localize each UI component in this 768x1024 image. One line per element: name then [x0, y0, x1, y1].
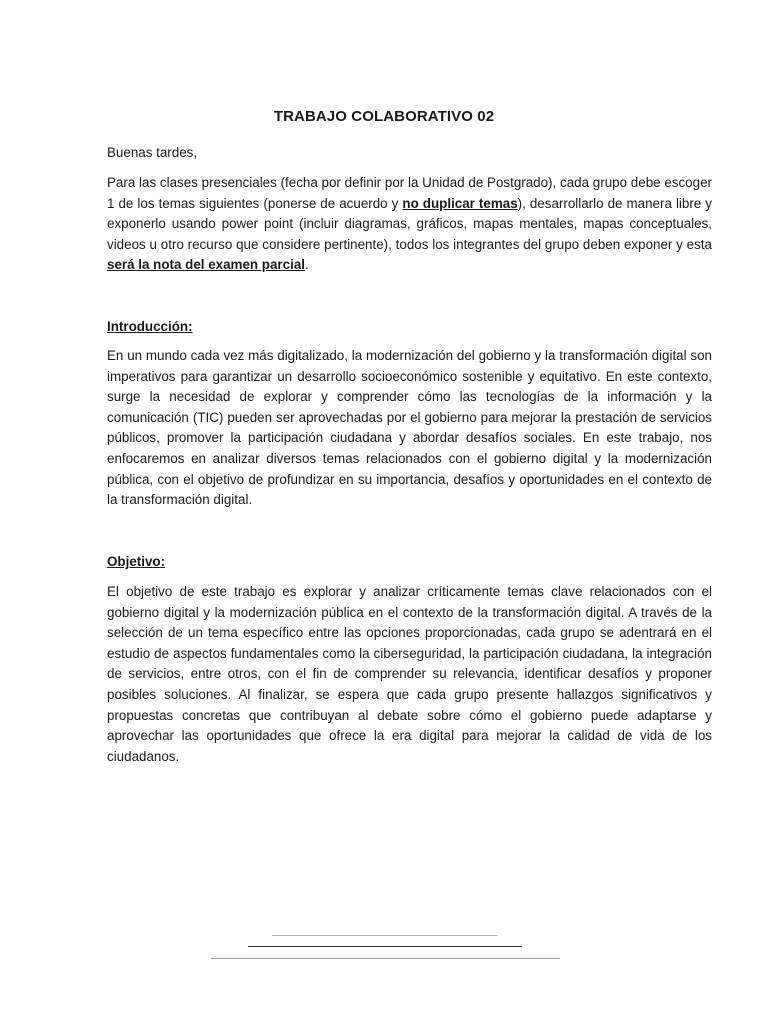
greeting-text: Buenas tardes,: [107, 145, 198, 160]
footer-divider-bottom: [211, 958, 560, 959]
instructions-text-part3: .: [304, 257, 309, 273]
instructions-text-part1: Para las clases presenciales (fecha por definir por la Unidad de Postgrado), cada grupo debe escoger 1 de los temas siguientes (ponerse de acuerdo y: [107, 175, 712, 211]
nota-examen-emphasis: será la nota del examen parcial: [107, 257, 305, 273]
footer-divider-top: [272, 935, 498, 936]
footer-divider-middle: [248, 946, 522, 947]
document-title: TRABAJO COLABORATIVO 02: [273, 108, 495, 125]
objetivo-paragraph: El objetivo de este trabajo es explorar y analizar críticamente temas clave relacionados con el gobierno digital y la modernización pública en el contexto de la transformación digital. A través de la selección de un tema específico entre las opciones proporcionadas, cada grupo se adentrará en el estudio de aspectos fundamentales como la ciberseguridad, la participación ciudadana, la integración de servicios, entre otros, con el fin de comprender su relevancia, identificar desafíos y proponer posibles soluciones. Al finalizar, se espera que cada grupo presente hallazgos significativos y propuestas concretas que contribuyan al debate sobre cómo el gobierno puede adaptarse y aprovechar las oportunidades que ofrece la era digital para mejorar la calidad de vida de los ciudadanos.: [107, 584, 712, 764]
no-duplicar-emphasis: no duplicar temas: [402, 195, 518, 211]
instructions-paragraph: [107, 173, 712, 276]
objetivo-heading: Objetivo:: [107, 554, 166, 569]
instructions-text-part2: ), desarrollarlo de manera libre y exponerlo usando power point (incluir diagramas, gráficos, mapas mentales, mapas conceptuales, videos u otro recurso que considere pertinente), todos los integrantes del grupo deben exponer y esta: [107, 195, 712, 252]
introduccion-paragraph: En un mundo cada vez más digitalizado, la modernización del gobierno y la transformación digital son imperativos para garantizar un desarrollo socioeconómico sostenible y equitativo. En este contexto, surge la necesidad de explorar y comprender cómo las tecnologías de la información y la comunicación (TIC) pueden ser aprovechadas por el gobierno para mejorar la prestación de servicios públicos, promover la participación ciudadana y abordar desafíos sociales. En este trabajo, nos enfocaremos en analizar diversos temas relacionados con el gobierno digital y la modernización pública, con el objetivo de profundizar en su importancia, desafíos y oportunidades en el contexto de la transformación digital.: [107, 348, 712, 508]
introduccion-heading: Introducción:: [107, 319, 193, 334]
